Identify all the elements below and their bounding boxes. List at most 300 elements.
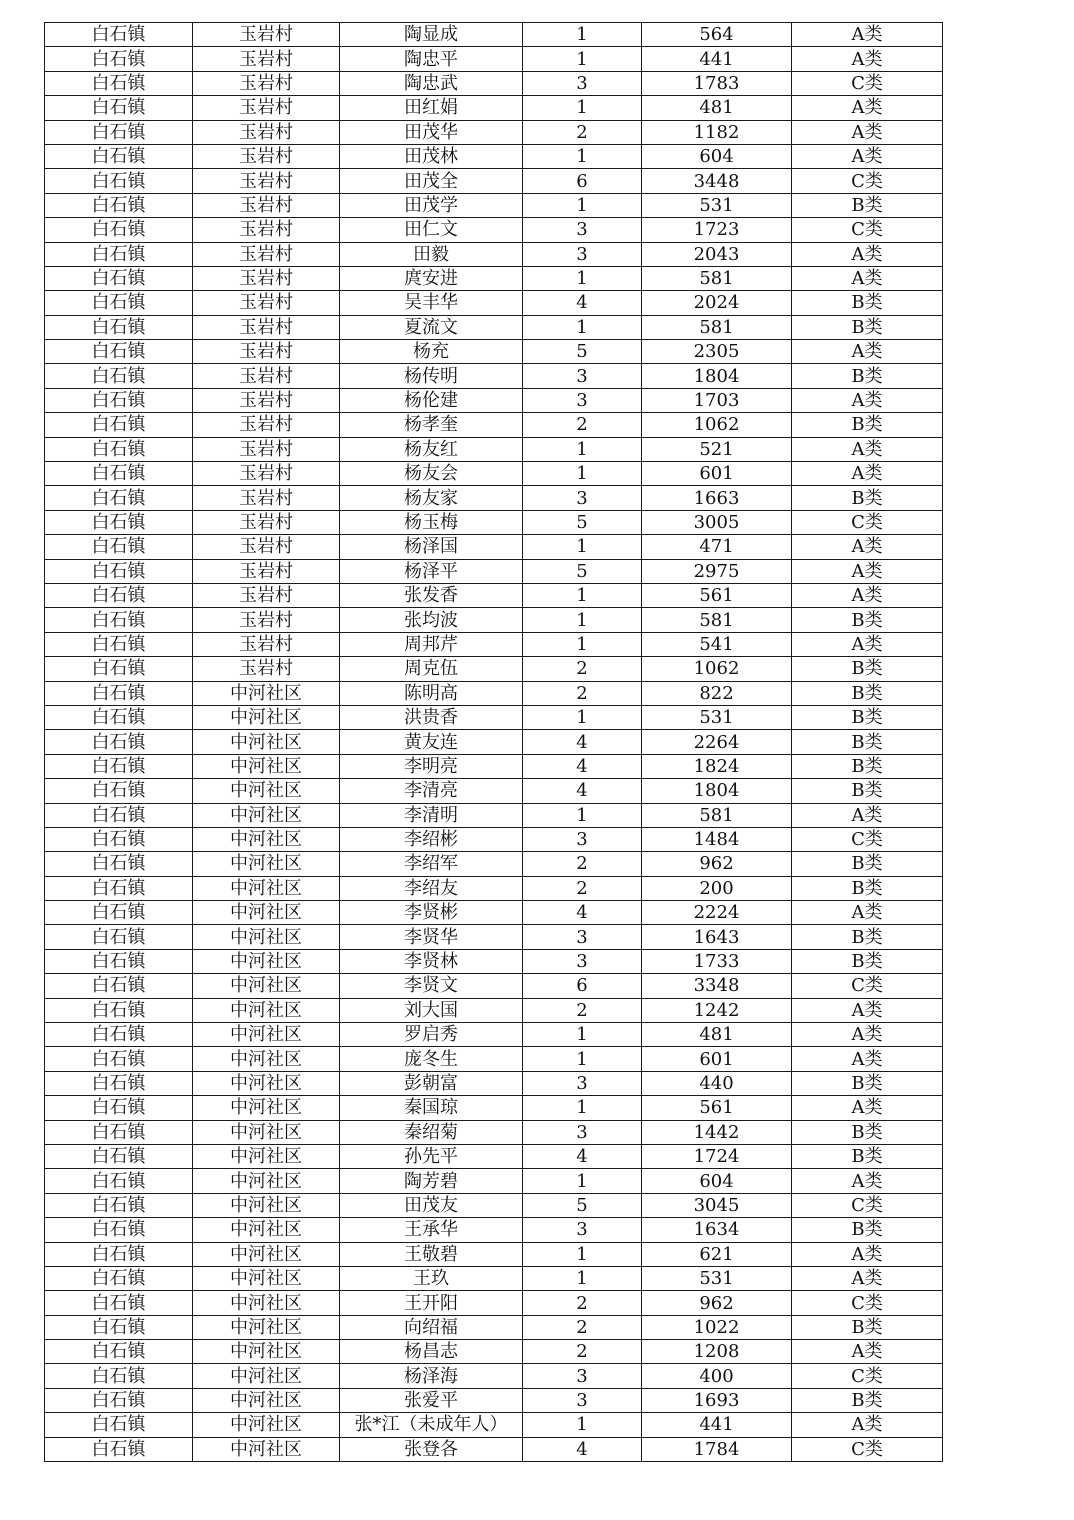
town-cell: 白石镇 xyxy=(45,1047,193,1071)
household-size-cell: 1 xyxy=(523,462,642,486)
town-cell: 白石镇 xyxy=(45,1388,193,1412)
table-row xyxy=(45,486,943,510)
household-size-cell: 2 xyxy=(523,1315,642,1339)
village-cell: 中河社区 xyxy=(193,1218,340,1242)
table-row xyxy=(45,23,943,47)
amount-cell: 2975 xyxy=(642,559,792,583)
household-size-cell: 1 xyxy=(523,1096,642,1120)
town-cell: 白石镇 xyxy=(45,730,193,754)
table-row xyxy=(45,1291,943,1315)
category-cell: B类 xyxy=(792,705,943,729)
name-cell: 夏流文 xyxy=(340,315,523,339)
household-size-cell: 3 xyxy=(523,827,642,851)
category-cell: B类 xyxy=(792,486,943,510)
category-cell: C类 xyxy=(792,1193,943,1217)
town-cell: 白石镇 xyxy=(45,779,193,803)
name-cell: 李清明 xyxy=(340,803,523,827)
amount-cell: 1242 xyxy=(642,998,792,1022)
table-row xyxy=(45,925,943,949)
category-cell: C类 xyxy=(792,1364,943,1388)
household-size-cell: 2 xyxy=(523,998,642,1022)
village-cell: 玉岩村 xyxy=(193,169,340,193)
village-cell: 玉岩村 xyxy=(193,23,340,47)
household-size-cell: 1 xyxy=(523,193,642,217)
household-size-cell: 3 xyxy=(523,218,642,242)
table-row xyxy=(45,1071,943,1095)
table-row xyxy=(45,96,943,120)
town-cell: 白石镇 xyxy=(45,1340,193,1364)
household-size-cell: 1 xyxy=(523,705,642,729)
household-size-cell: 1 xyxy=(523,315,642,339)
household-size-cell: 4 xyxy=(523,901,642,925)
village-cell: 玉岩村 xyxy=(193,462,340,486)
table-row xyxy=(45,291,943,315)
category-cell: A类 xyxy=(792,632,943,656)
amount-cell: 531 xyxy=(642,193,792,217)
name-cell: 张*江（未成年人） xyxy=(340,1413,523,1437)
amount-cell: 541 xyxy=(642,632,792,656)
village-cell: 中河社区 xyxy=(193,1144,340,1168)
table-row xyxy=(45,974,943,998)
town-cell: 白石镇 xyxy=(45,144,193,168)
category-cell: A类 xyxy=(792,535,943,559)
town-cell: 白石镇 xyxy=(45,218,193,242)
category-cell: C类 xyxy=(792,71,943,95)
village-cell: 玉岩村 xyxy=(193,242,340,266)
table-row xyxy=(45,144,943,168)
table-row xyxy=(45,1169,943,1193)
name-cell: 张爱平 xyxy=(340,1388,523,1412)
amount-cell: 531 xyxy=(642,1266,792,1290)
town-cell: 白石镇 xyxy=(45,71,193,95)
category-cell: A类 xyxy=(792,803,943,827)
town-cell: 白石镇 xyxy=(45,681,193,705)
household-size-cell: 2 xyxy=(523,120,642,144)
table-row xyxy=(45,559,943,583)
household-size-cell: 6 xyxy=(523,169,642,193)
amount-cell: 1804 xyxy=(642,779,792,803)
town-cell: 白石镇 xyxy=(45,486,193,510)
village-cell: 玉岩村 xyxy=(193,315,340,339)
amount-cell: 441 xyxy=(642,1413,792,1437)
table-row xyxy=(45,705,943,729)
name-cell: 张均波 xyxy=(340,608,523,632)
household-size-cell: 2 xyxy=(523,852,642,876)
category-cell: B类 xyxy=(792,681,943,705)
amount-cell: 1484 xyxy=(642,827,792,851)
village-cell: 中河社区 xyxy=(193,827,340,851)
town-cell: 白石镇 xyxy=(45,535,193,559)
table-row xyxy=(45,462,943,486)
amount-cell: 1783 xyxy=(642,71,792,95)
category-cell: B类 xyxy=(792,876,943,900)
name-cell: 张发香 xyxy=(340,583,523,607)
table-row xyxy=(45,1193,943,1217)
name-cell: 李绍彬 xyxy=(340,827,523,851)
name-cell: 秦国琼 xyxy=(340,1096,523,1120)
village-cell: 玉岩村 xyxy=(193,486,340,510)
table-row xyxy=(45,876,943,900)
amount-cell: 521 xyxy=(642,437,792,461)
name-cell: 周克伍 xyxy=(340,657,523,681)
amount-cell: 1784 xyxy=(642,1437,792,1461)
name-cell: 杨玉梅 xyxy=(340,510,523,534)
amount-cell: 962 xyxy=(642,852,792,876)
table-row xyxy=(45,681,943,705)
amount-cell: 1634 xyxy=(642,1218,792,1242)
household-size-cell: 5 xyxy=(523,1193,642,1217)
category-cell: A类 xyxy=(792,583,943,607)
household-size-cell: 3 xyxy=(523,949,642,973)
category-cell: A类 xyxy=(792,998,943,1022)
household-size-cell: 6 xyxy=(523,974,642,998)
category-cell: B类 xyxy=(792,730,943,754)
village-cell: 玉岩村 xyxy=(193,96,340,120)
name-cell: 田茂林 xyxy=(340,144,523,168)
village-cell: 玉岩村 xyxy=(193,608,340,632)
household-size-cell: 2 xyxy=(523,681,642,705)
household-size-cell: 2 xyxy=(523,1291,642,1315)
category-cell: C类 xyxy=(792,169,943,193)
town-cell: 白石镇 xyxy=(45,1071,193,1095)
village-cell: 中河社区 xyxy=(193,730,340,754)
village-cell: 玉岩村 xyxy=(193,291,340,315)
town-cell: 白石镇 xyxy=(45,1193,193,1217)
table-row xyxy=(45,632,943,656)
category-cell: B类 xyxy=(792,754,943,778)
category-cell: B类 xyxy=(792,852,943,876)
name-cell: 王敬碧 xyxy=(340,1242,523,1266)
town-cell: 白石镇 xyxy=(45,1315,193,1339)
town-cell: 白石镇 xyxy=(45,47,193,71)
name-cell: 杨昌志 xyxy=(340,1340,523,1364)
village-cell: 玉岩村 xyxy=(193,193,340,217)
household-size-cell: 3 xyxy=(523,1218,642,1242)
table-row xyxy=(45,47,943,71)
category-cell: B类 xyxy=(792,925,943,949)
household-size-cell: 1 xyxy=(523,437,642,461)
village-cell: 玉岩村 xyxy=(193,47,340,71)
village-cell: 玉岩村 xyxy=(193,340,340,364)
amount-cell: 1022 xyxy=(642,1315,792,1339)
village-cell: 中河社区 xyxy=(193,705,340,729)
town-cell: 白石镇 xyxy=(45,1096,193,1120)
town-cell: 白石镇 xyxy=(45,1413,193,1437)
table-row xyxy=(45,730,943,754)
household-size-cell: 1 xyxy=(523,535,642,559)
household-size-cell: 3 xyxy=(523,486,642,510)
table-row xyxy=(45,779,943,803)
household-size-cell: 4 xyxy=(523,754,642,778)
town-cell: 白石镇 xyxy=(45,364,193,388)
household-size-cell: 2 xyxy=(523,1340,642,1364)
amount-cell: 822 xyxy=(642,681,792,705)
town-cell: 白石镇 xyxy=(45,705,193,729)
household-size-cell: 2 xyxy=(523,657,642,681)
table-row xyxy=(45,1437,943,1461)
household-size-cell: 3 xyxy=(523,364,642,388)
table-row xyxy=(45,242,943,266)
name-cell: 杨传明 xyxy=(340,364,523,388)
category-cell: A类 xyxy=(792,1023,943,1047)
table-row xyxy=(45,535,943,559)
name-cell: 杨泽平 xyxy=(340,559,523,583)
village-cell: 玉岩村 xyxy=(193,364,340,388)
name-cell: 罗启秀 xyxy=(340,1023,523,1047)
name-cell: 田茂友 xyxy=(340,1193,523,1217)
amount-cell: 604 xyxy=(642,144,792,168)
category-cell: C类 xyxy=(792,1291,943,1315)
category-cell: A类 xyxy=(792,1047,943,1071)
village-cell: 玉岩村 xyxy=(193,437,340,461)
category-cell: B类 xyxy=(792,1388,943,1412)
amount-cell: 441 xyxy=(642,47,792,71)
household-size-cell: 1 xyxy=(523,1242,642,1266)
category-cell: A类 xyxy=(792,1340,943,1364)
amount-cell: 2043 xyxy=(642,242,792,266)
name-cell: 李贤彬 xyxy=(340,901,523,925)
village-cell: 中河社区 xyxy=(193,1047,340,1071)
table-row xyxy=(45,388,943,412)
name-cell: 田红娟 xyxy=(340,96,523,120)
town-cell: 白石镇 xyxy=(45,608,193,632)
amount-cell: 1724 xyxy=(642,1144,792,1168)
town-cell: 白石镇 xyxy=(45,827,193,851)
household-size-cell: 4 xyxy=(523,1144,642,1168)
name-cell: 李贤文 xyxy=(340,974,523,998)
table-row xyxy=(45,510,943,534)
amount-cell: 1062 xyxy=(642,413,792,437)
town-cell: 白石镇 xyxy=(45,510,193,534)
amount-cell: 3045 xyxy=(642,1193,792,1217)
name-cell: 王玖 xyxy=(340,1266,523,1290)
village-cell: 玉岩村 xyxy=(193,559,340,583)
village-cell: 玉岩村 xyxy=(193,413,340,437)
household-size-cell: 4 xyxy=(523,291,642,315)
table-row xyxy=(45,657,943,681)
amount-cell: 3348 xyxy=(642,974,792,998)
village-cell: 中河社区 xyxy=(193,681,340,705)
table-row xyxy=(45,413,943,437)
table-row xyxy=(45,901,943,925)
household-size-cell: 1 xyxy=(523,1413,642,1437)
category-cell: A类 xyxy=(792,144,943,168)
table-row xyxy=(45,827,943,851)
category-cell: B类 xyxy=(792,315,943,339)
household-size-cell: 3 xyxy=(523,71,642,95)
table-row xyxy=(45,340,943,364)
table-row xyxy=(45,1096,943,1120)
amount-cell: 601 xyxy=(642,462,792,486)
category-cell: A类 xyxy=(792,96,943,120)
town-cell: 白石镇 xyxy=(45,340,193,364)
category-cell: C类 xyxy=(792,827,943,851)
household-size-cell: 1 xyxy=(523,632,642,656)
village-cell: 中河社区 xyxy=(193,1315,340,1339)
category-cell: A类 xyxy=(792,388,943,412)
category-cell: A类 xyxy=(792,242,943,266)
village-cell: 中河社区 xyxy=(193,901,340,925)
name-cell: 杨孝奎 xyxy=(340,413,523,437)
household-size-cell: 1 xyxy=(523,47,642,71)
village-cell: 中河社区 xyxy=(193,1388,340,1412)
amount-cell: 1733 xyxy=(642,949,792,973)
household-size-cell: 4 xyxy=(523,779,642,803)
town-cell: 白石镇 xyxy=(45,925,193,949)
amount-cell: 2264 xyxy=(642,730,792,754)
town-cell: 白石镇 xyxy=(45,1266,193,1290)
category-cell: B类 xyxy=(792,779,943,803)
amount-cell: 581 xyxy=(642,266,792,290)
name-cell: 王开阳 xyxy=(340,1291,523,1315)
category-cell: B类 xyxy=(792,608,943,632)
village-cell: 中河社区 xyxy=(193,754,340,778)
household-size-cell: 1 xyxy=(523,1169,642,1193)
table-row xyxy=(45,120,943,144)
amount-cell: 200 xyxy=(642,876,792,900)
village-cell: 玉岩村 xyxy=(193,583,340,607)
amount-cell: 481 xyxy=(642,1023,792,1047)
table-row xyxy=(45,1340,943,1364)
category-cell: A类 xyxy=(792,1096,943,1120)
name-cell: 李绍友 xyxy=(340,876,523,900)
name-cell: 向绍福 xyxy=(340,1315,523,1339)
amount-cell: 1703 xyxy=(642,388,792,412)
household-size-cell: 1 xyxy=(523,1266,642,1290)
category-cell: A类 xyxy=(792,1242,943,1266)
name-cell: 庹安进 xyxy=(340,266,523,290)
town-cell: 白石镇 xyxy=(45,1218,193,1242)
amount-cell: 2224 xyxy=(642,901,792,925)
category-cell: B类 xyxy=(792,413,943,437)
amount-cell: 1804 xyxy=(642,364,792,388)
amount-cell: 564 xyxy=(642,23,792,47)
town-cell: 白石镇 xyxy=(45,1120,193,1144)
town-cell: 白石镇 xyxy=(45,266,193,290)
category-cell: A类 xyxy=(792,437,943,461)
household-size-cell: 5 xyxy=(523,340,642,364)
household-size-cell: 3 xyxy=(523,388,642,412)
village-cell: 中河社区 xyxy=(193,1242,340,1266)
category-cell: A类 xyxy=(792,901,943,925)
table-row xyxy=(45,193,943,217)
name-cell: 杨泽国 xyxy=(340,535,523,559)
town-cell: 白石镇 xyxy=(45,901,193,925)
amount-cell: 561 xyxy=(642,1096,792,1120)
category-cell: B类 xyxy=(792,364,943,388)
table-row xyxy=(45,1364,943,1388)
household-size-cell: 1 xyxy=(523,583,642,607)
town-cell: 白石镇 xyxy=(45,998,193,1022)
amount-cell: 581 xyxy=(642,608,792,632)
name-cell: 李明亮 xyxy=(340,754,523,778)
town-cell: 白石镇 xyxy=(45,949,193,973)
table-row xyxy=(45,754,943,778)
village-cell: 中河社区 xyxy=(193,803,340,827)
town-cell: 白石镇 xyxy=(45,1291,193,1315)
name-cell: 陶忠武 xyxy=(340,71,523,95)
name-cell: 杨友红 xyxy=(340,437,523,461)
table-row xyxy=(45,803,943,827)
category-cell: A类 xyxy=(792,1169,943,1193)
name-cell: 陶忠平 xyxy=(340,47,523,71)
amount-cell: 1062 xyxy=(642,657,792,681)
household-size-cell: 3 xyxy=(523,1364,642,1388)
table-row xyxy=(45,1144,943,1168)
name-cell: 李清亮 xyxy=(340,779,523,803)
amount-cell: 561 xyxy=(642,583,792,607)
category-cell: B类 xyxy=(792,657,943,681)
category-cell: A类 xyxy=(792,47,943,71)
household-size-cell: 4 xyxy=(523,1437,642,1461)
table-row xyxy=(45,1413,943,1437)
amount-cell: 400 xyxy=(642,1364,792,1388)
village-cell: 玉岩村 xyxy=(193,218,340,242)
table-row xyxy=(45,608,943,632)
amount-cell: 440 xyxy=(642,1071,792,1095)
name-cell: 李贤林 xyxy=(340,949,523,973)
amount-cell: 1663 xyxy=(642,486,792,510)
amount-cell: 601 xyxy=(642,1047,792,1071)
village-cell: 中河社区 xyxy=(193,1364,340,1388)
town-cell: 白石镇 xyxy=(45,1023,193,1047)
household-size-cell: 5 xyxy=(523,510,642,534)
table-row xyxy=(45,583,943,607)
amount-cell: 3005 xyxy=(642,510,792,534)
name-cell: 周邦芹 xyxy=(340,632,523,656)
village-cell: 玉岩村 xyxy=(193,388,340,412)
name-cell: 洪贵香 xyxy=(340,705,523,729)
household-size-cell: 1 xyxy=(523,1023,642,1047)
table-row xyxy=(45,998,943,1022)
village-cell: 中河社区 xyxy=(193,1291,340,1315)
village-cell: 中河社区 xyxy=(193,949,340,973)
household-size-cell: 1 xyxy=(523,1047,642,1071)
name-cell: 杨泽海 xyxy=(340,1364,523,1388)
name-cell: 田茂学 xyxy=(340,193,523,217)
category-cell: A类 xyxy=(792,120,943,144)
village-cell: 玉岩村 xyxy=(193,632,340,656)
town-cell: 白石镇 xyxy=(45,193,193,217)
name-cell: 杨充 xyxy=(340,340,523,364)
category-cell: A类 xyxy=(792,23,943,47)
town-cell: 白石镇 xyxy=(45,23,193,47)
category-cell: B类 xyxy=(792,1144,943,1168)
village-cell: 中河社区 xyxy=(193,1071,340,1095)
village-cell: 中河社区 xyxy=(193,925,340,949)
amount-cell: 604 xyxy=(642,1169,792,1193)
amount-cell: 581 xyxy=(642,803,792,827)
household-size-cell: 3 xyxy=(523,925,642,949)
household-size-cell: 1 xyxy=(523,608,642,632)
amount-cell: 531 xyxy=(642,705,792,729)
name-cell: 孙先平 xyxy=(340,1144,523,1168)
table-row xyxy=(45,949,943,973)
category-cell: C类 xyxy=(792,218,943,242)
village-cell: 中河社区 xyxy=(193,1023,340,1047)
name-cell: 李绍军 xyxy=(340,852,523,876)
name-cell: 田茂全 xyxy=(340,169,523,193)
name-cell: 杨友会 xyxy=(340,462,523,486)
town-cell: 白石镇 xyxy=(45,876,193,900)
town-cell: 白石镇 xyxy=(45,583,193,607)
household-size-cell: 1 xyxy=(523,96,642,120)
table-row xyxy=(45,437,943,461)
table-row xyxy=(45,1023,943,1047)
household-size-cell: 2 xyxy=(523,876,642,900)
amount-cell: 1208 xyxy=(642,1340,792,1364)
name-cell: 田茂华 xyxy=(340,120,523,144)
